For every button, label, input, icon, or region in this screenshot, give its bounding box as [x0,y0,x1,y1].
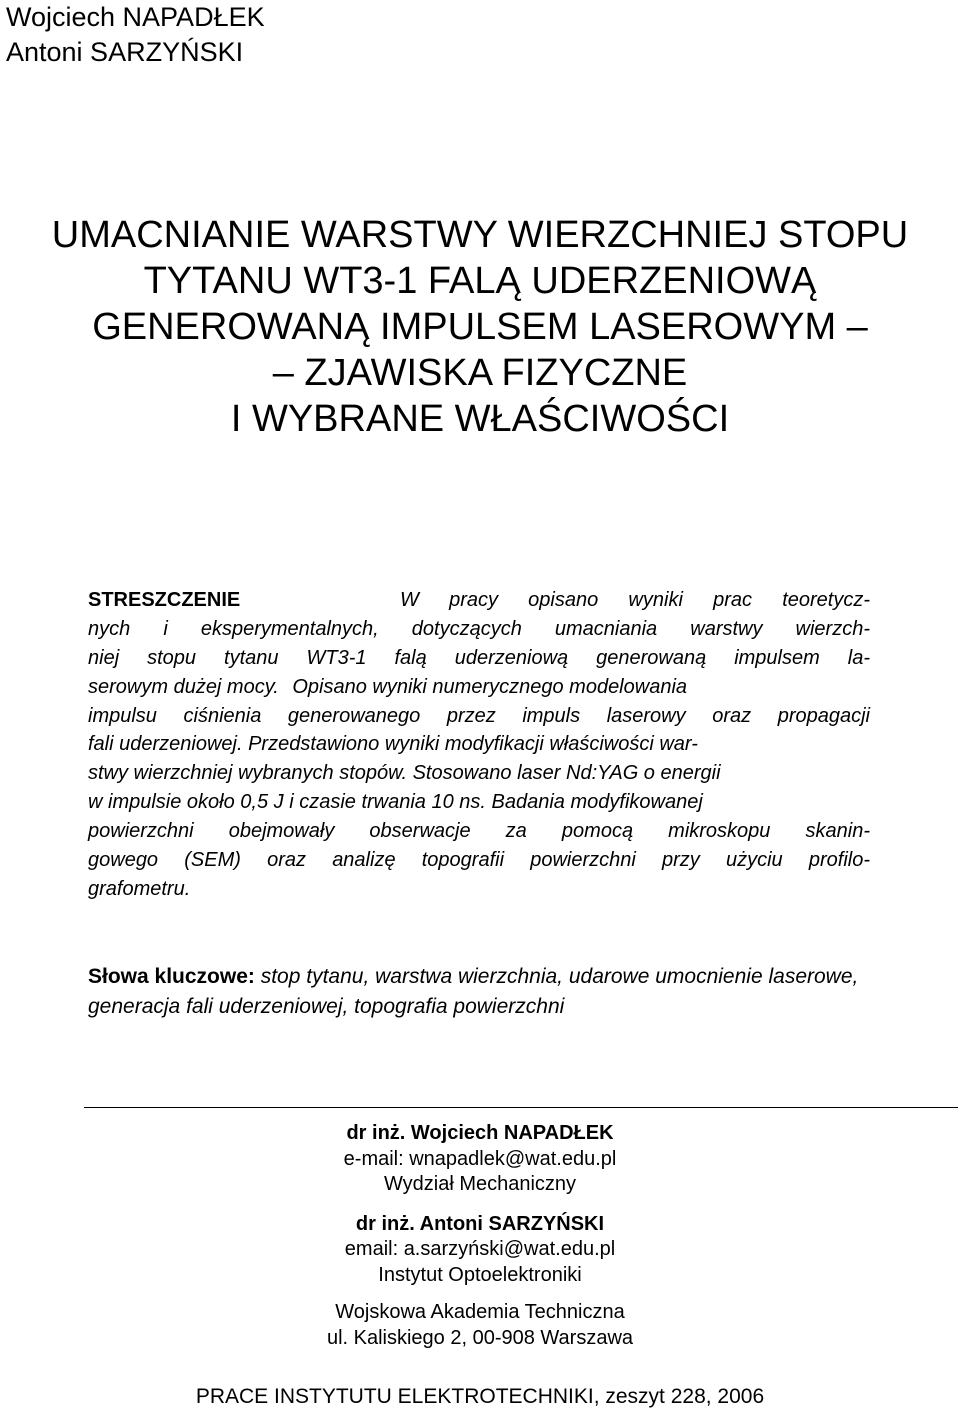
title-line-3: GENEROWANĄ IMPULSEM LASEROWYM – [92,306,868,348]
abstract-line [88,759,870,788]
title-line-5: I WYBRANE WŁAŚCIWOŚCI [230,398,730,440]
header-author-1: Wojciech NAPADŁEK [6,2,265,32]
header-authors [6,0,265,70]
abstract-sentence: w impulsie około 0,5 J i czasie trwania 10 ns. [88,791,486,814]
abstract-line [88,788,870,817]
title-line-4: – ZJAWISKA FIZYCZNE [272,352,688,394]
title-line-1: UMACNIANIE WARSTWY WIERZCHNIEJ STOPU [51,214,909,256]
abstract-sentence: serowym dużej mocy. [88,675,279,698]
contact-1-email: e-mail: wnapadlek@wat.edu.pl [343,1147,617,1170]
contact-2-email: email: a.sarzyński@wat.edu.pl [344,1238,616,1260]
keywords-label: Słowa kluczowe: [88,965,255,988]
abstract-line: niej stopu tytanu WT3-1 falą uderzeniową generowaną impulsem la- [88,646,870,669]
abstract [88,586,870,904]
abstract-line: impulsu ciśnienia generowanego przez impuls laserowy oraz propagacji [88,704,870,727]
abstract-sentence: stwy wierzchniej wybranych stopów. [88,762,408,785]
abstract-sentence: fali uderzeniowej. [88,733,243,756]
abstract-sentence: Badania modyfikowanej [491,791,703,814]
journal-footer: PRACE INSTYTUTU ELEKTROTECHNIKI, zeszyt 228, 2006 [195,1385,765,1408]
abstract-first-line [88,586,870,615]
abstract-line: W pracy opisano wyniki prac teoretycz- [400,589,870,611]
header-author-2: Antoni SARZYŃSKI [6,37,244,67]
abstract-line: grafometru. [88,877,191,900]
contact-2-department: Instytut Optoelektroniki [378,1263,582,1286]
abstract-label: STRESZCZENIE [88,589,241,611]
institution-address: ul. Kaliskiego 2, 00-908 Warszawa [326,1326,634,1349]
abstract-line: powierzchni obejmowały obserwacje za pomocą mikroskopu skanin- [88,820,870,843]
abstract-line [88,673,870,702]
abstract-line: nych i eksperymentalnych, dotyczących umacniania warstwy wierzch- [88,617,870,640]
paper-title [0,212,960,442]
contact-1-name: dr inż. Wojciech NAPADŁEK [346,1122,614,1144]
section-divider [84,1107,958,1108]
keywords-text: stop tytanu, warstwa wierzchnia, udarowe umocnienie laserowe, generacja fali uderzeniowej, topografia powierzchni [88,965,859,1018]
institution-name: Wojskowa Akademia Techniczna [335,1301,625,1323]
abstract-sentence: Przedstawiono wyniki modyfikacji właściwości war- [248,733,698,756]
contact-2-name: dr inż. Antoni SARZYŃSKI [355,1212,605,1235]
title-line-2: TYTANU WT3-1 FALĄ UDERZENIOWĄ [143,260,817,302]
author-contacts [0,1121,960,1351]
contact-1-department: Wydział Mechaniczny [383,1173,577,1195]
abstract-line [88,730,870,759]
keywords [88,962,878,1022]
abstract-line: gowego (SEM) oraz analizę topografii powierzchni przy użyciu profilo- [88,849,870,872]
abstract-sentence: Opisano wyniki numerycznego modelowania [292,675,688,698]
abstract-sentence: Stosowano laser Nd:YAG o energii [412,762,721,785]
